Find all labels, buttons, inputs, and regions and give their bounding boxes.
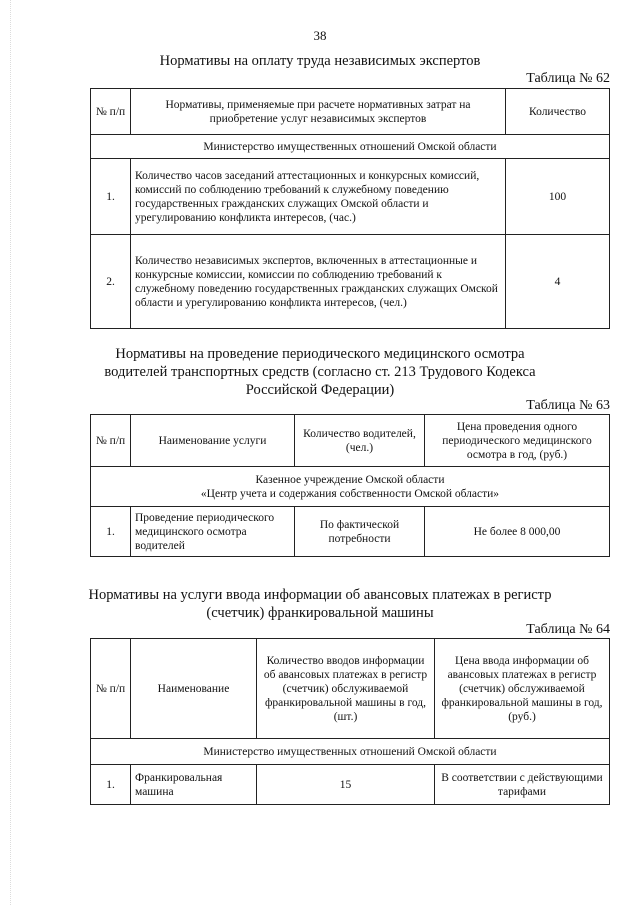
row-qty: 4 [506,235,610,329]
table64-label: Таблица № 64 [526,622,610,637]
page-number: 38 [313,28,327,43]
header-qty: Количество [506,89,610,135]
table-64 [90,638,610,805]
row-num: 1. [91,765,131,805]
row-name: Франкировальная машина [131,765,257,805]
table-row [91,765,610,805]
table62-label: Таблица № 62 [526,71,610,86]
table-63 [90,414,610,557]
row-text: Количество часов заседаний аттестационных и конкурсных комиссий, комиссий по соблюдению требований к служебному поведению государственных гражданских служащих Омской области и урегулированию конфликта интересов, (час.) [131,159,506,235]
group-label [91,467,610,507]
row-num: 2. [91,235,131,329]
row-price: Не более 8 000,00 [425,507,610,557]
section2-heading [0,345,640,399]
header-price: Цена ввода информации об авансовых платежах в регистр (счетчик) обслуживаемой франкировальной машины в год, (руб.) [435,639,610,739]
group-label-line1: Казенное учреждение Омской области [255,473,445,486]
header-inputs: Количество вводов информации об авансовых платежах в регистр (счетчик) обслуживаемой франкировальной машины в год, (шт.) [257,639,435,739]
group-row [91,739,610,765]
table-row [91,235,610,329]
group-row [91,467,610,507]
row-num: 1. [91,159,131,235]
row-num: 1. [91,507,131,557]
group-row [91,135,610,159]
table-header-row [91,415,610,467]
table-header-row [91,89,610,135]
header-drivers: Количество водителей, (чел.) [295,415,425,467]
row-price: В соответствии с действующими тарифами [435,765,610,805]
table-62 [90,88,610,329]
table-header-row [91,639,610,739]
header-price: Цена проведения одного периодического медицинского осмотра в год, (руб.) [425,415,610,467]
scan-margin-artifact [10,0,13,905]
section2-heading-line2: водителей транспортных средств (согласно ст. 213 Трудового Кодекса [104,364,536,380]
row-qty: 15 [257,765,435,805]
header-service: Наименование услуги [131,415,295,467]
table-row [91,507,610,557]
header-norm: Нормативы, применяемые при расчете нормативных затрат на приобретение услуг независимых экспертов [131,89,506,135]
section2-heading-line3: Российской Федерации) [245,382,395,398]
row-qty: По фактической потребности [295,507,425,557]
header-num: № п/п [91,415,131,467]
header-num: № п/п [91,89,131,135]
header-name: Наименование [131,639,257,739]
section3-heading-line1: Нормативы на услуги ввода информации об авансовых платежах в регистр [88,587,552,603]
table-row [91,159,610,235]
header-num: № п/п [91,639,131,739]
section2-heading-line1: Нормативы на проведение периодического медицинского осмотра [115,346,525,362]
row-qty: 100 [506,159,610,235]
group-label-line2: «Центр учета и содержания собственности Омской области» [200,487,500,500]
group-label: Министерство имущественных отношений Омской области [91,739,610,765]
group-label: Министерство имущественных отношений Омской области [91,135,610,159]
row-text: Количество независимых экспертов, включенных в аттестационные и конкурсные комиссии, комиссии по соблюдению требований к служебному поведению государственных гражданских служащих Омской области и урегулированию конфликта интересов, (чел.) [131,235,506,329]
table63-label: Таблица № 63 [526,398,610,413]
section1-heading: Нормативы на оплату труда независимых экспертов [159,53,481,69]
row-name: Проведение периодического медицинского осмотра водителей [131,507,295,557]
section3-heading-line2: (счетчик) франкировальной машины [206,605,434,621]
section3-heading [0,586,640,622]
